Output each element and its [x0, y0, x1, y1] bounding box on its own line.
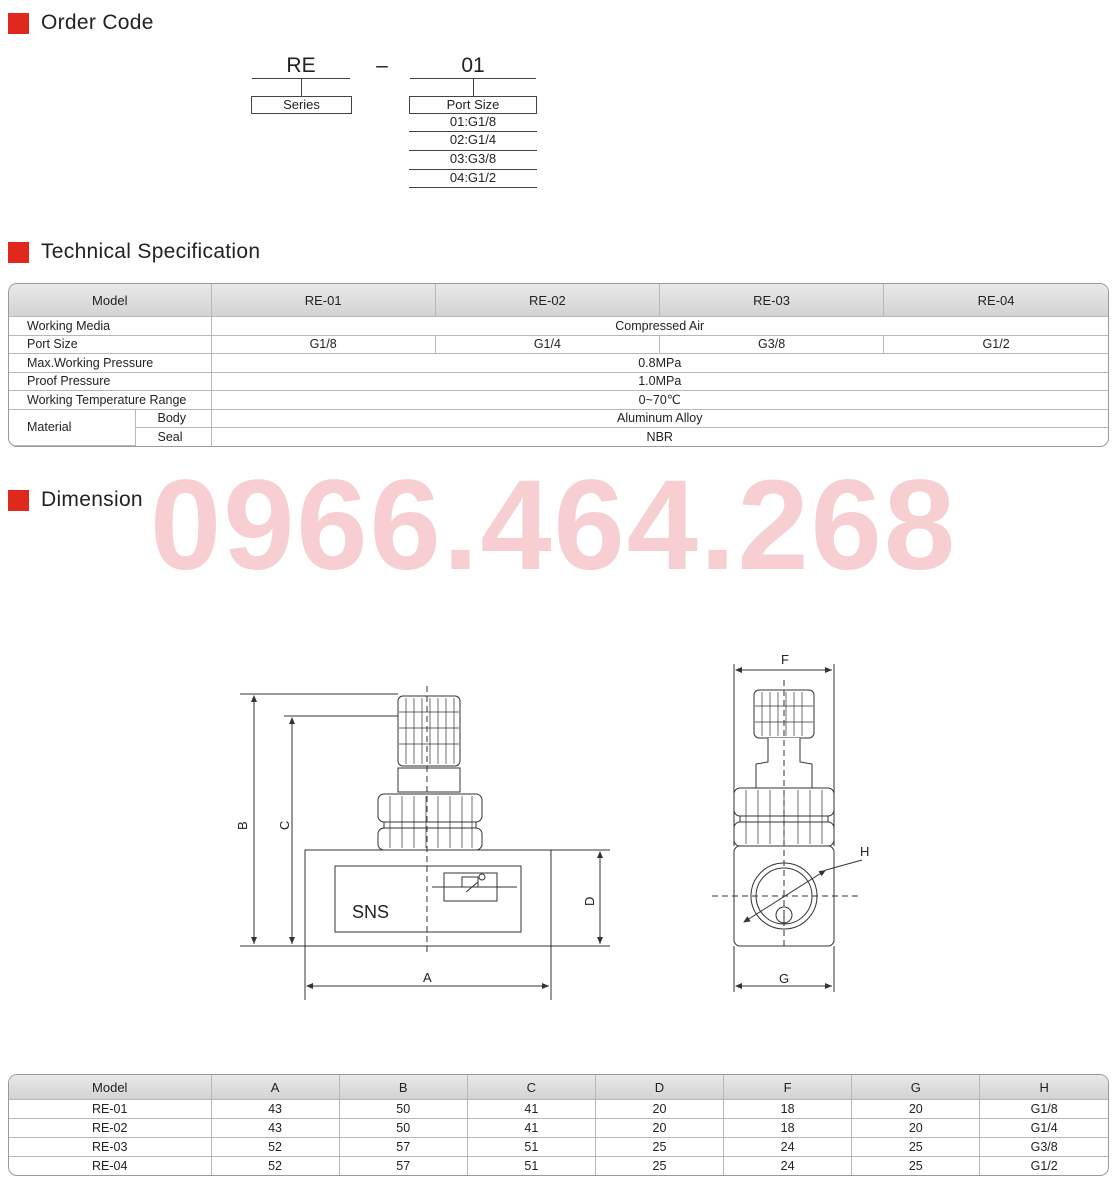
port-code: 01 [461, 54, 485, 77]
dim-cell: 18 [724, 1100, 852, 1119]
spec-value: Aluminum Alloy [211, 409, 1108, 428]
spec-label: Working Temperature Range [9, 391, 211, 410]
spec-value: G1/4 [435, 335, 659, 354]
dim-cell: 20 [595, 1119, 723, 1138]
dim-label-b: B [235, 821, 250, 830]
port-option: 02:G1/4 [409, 132, 537, 151]
spec-value: 1.0MPa [211, 372, 1108, 391]
dim-cell: 52 [211, 1138, 339, 1157]
dim-header-cell: C [467, 1075, 595, 1100]
series-code: RE [286, 54, 316, 77]
port-option: 01:G1/8 [409, 114, 537, 132]
dim-cell: 51 [467, 1138, 595, 1157]
order-dash: – [376, 54, 388, 77]
dim-cell: 18 [724, 1119, 852, 1138]
dim-cell: G1/8 [980, 1100, 1108, 1119]
dim-cell: 25 [852, 1138, 980, 1157]
port-size-label-box: Port Size [409, 96, 537, 114]
order-code-title: Order Code [41, 11, 154, 34]
phone-watermark: 0966.464.268 [150, 454, 957, 597]
spec-value: 0~70℃ [211, 391, 1108, 410]
dim-cell: 24 [724, 1138, 852, 1157]
dim-cell: 57 [339, 1138, 467, 1157]
spec-header-cell: Model [9, 284, 211, 317]
dim-cell: 20 [852, 1119, 980, 1138]
dim-cell: 57 [339, 1157, 467, 1176]
dim-cell: 50 [339, 1100, 467, 1119]
dim-cell: RE-01 [9, 1100, 211, 1119]
dim-header-cell: B [339, 1075, 467, 1100]
table-row [9, 1100, 1108, 1119]
spec-value: Compressed Air [211, 317, 1108, 336]
dim-cell: G1/4 [980, 1119, 1108, 1138]
dim-cell: 24 [724, 1157, 852, 1176]
brand-label: SNS [352, 902, 390, 922]
dim-cell: G3/8 [980, 1138, 1108, 1157]
port-option: 04:G1/2 [409, 170, 537, 188]
dim-cell: 43 [211, 1119, 339, 1138]
dim-label-f: F [781, 652, 789, 667]
spec-value: G1/8 [211, 335, 435, 354]
spec-label: Proof Pressure [9, 372, 211, 391]
dim-cell: 50 [339, 1119, 467, 1138]
spec-value: NBR [211, 428, 1108, 446]
spec-header-cell: RE-02 [435, 284, 659, 317]
dim-header-cell: A [211, 1075, 339, 1100]
spec-sublabel: Seal [135, 428, 211, 446]
dim-label-h: H [860, 844, 870, 859]
spec-label: Working Media [9, 317, 211, 336]
spec-label: Port Size [9, 335, 211, 354]
dim-cell: 43 [211, 1100, 339, 1119]
dim-label-d: D [582, 896, 597, 906]
dim-header-cell: H [980, 1075, 1108, 1100]
dim-label-c: C [277, 820, 292, 830]
spec-value: 0.8MPa [211, 354, 1108, 373]
dimension-title: Dimension [41, 488, 143, 511]
side-view [712, 664, 862, 992]
table-row [9, 1138, 1108, 1157]
spec-header-cell: RE-01 [211, 284, 435, 317]
dim-label-g: G [779, 971, 790, 986]
port-option: 03:G3/8 [409, 151, 537, 170]
spec-label: Material [9, 409, 135, 446]
dim-cell: RE-02 [9, 1119, 211, 1138]
dim-cell: 20 [852, 1100, 980, 1119]
dim-cell: 25 [595, 1138, 723, 1157]
front-view [240, 686, 610, 1000]
table-row [9, 1157, 1108, 1176]
dim-cell: 41 [467, 1100, 595, 1119]
dim-header-cell: Model [9, 1075, 211, 1100]
dim-cell: RE-03 [9, 1138, 211, 1157]
spec-header-cell: RE-03 [659, 284, 883, 317]
tech-spec-title: Technical Specification [41, 240, 261, 263]
dim-header-cell: F [724, 1075, 852, 1100]
dim-cell: 25 [852, 1157, 980, 1176]
spec-value: G3/8 [659, 335, 883, 354]
spec-header-cell: RE-04 [884, 284, 1108, 317]
spec-sublabel: Body [135, 409, 211, 428]
dim-cell: 20 [595, 1100, 723, 1119]
dim-header-cell: G [852, 1075, 980, 1100]
spec-label: Max.Working Pressure [9, 354, 211, 373]
dim-cell: 52 [211, 1157, 339, 1176]
dimension-table [8, 1074, 1109, 1176]
dim-header-cell: D [595, 1075, 723, 1100]
table-row [9, 1119, 1108, 1138]
dim-cell: 41 [467, 1119, 595, 1138]
dim-cell: 51 [467, 1157, 595, 1176]
dim-cell: G1/2 [980, 1157, 1108, 1176]
dim-label-a: A [423, 970, 432, 985]
spec-value: G1/2 [884, 335, 1108, 354]
series-label-box: Series [251, 96, 352, 114]
dim-header-row [9, 1075, 1108, 1100]
dim-cell: RE-04 [9, 1157, 211, 1176]
dim-cell: 25 [595, 1157, 723, 1176]
